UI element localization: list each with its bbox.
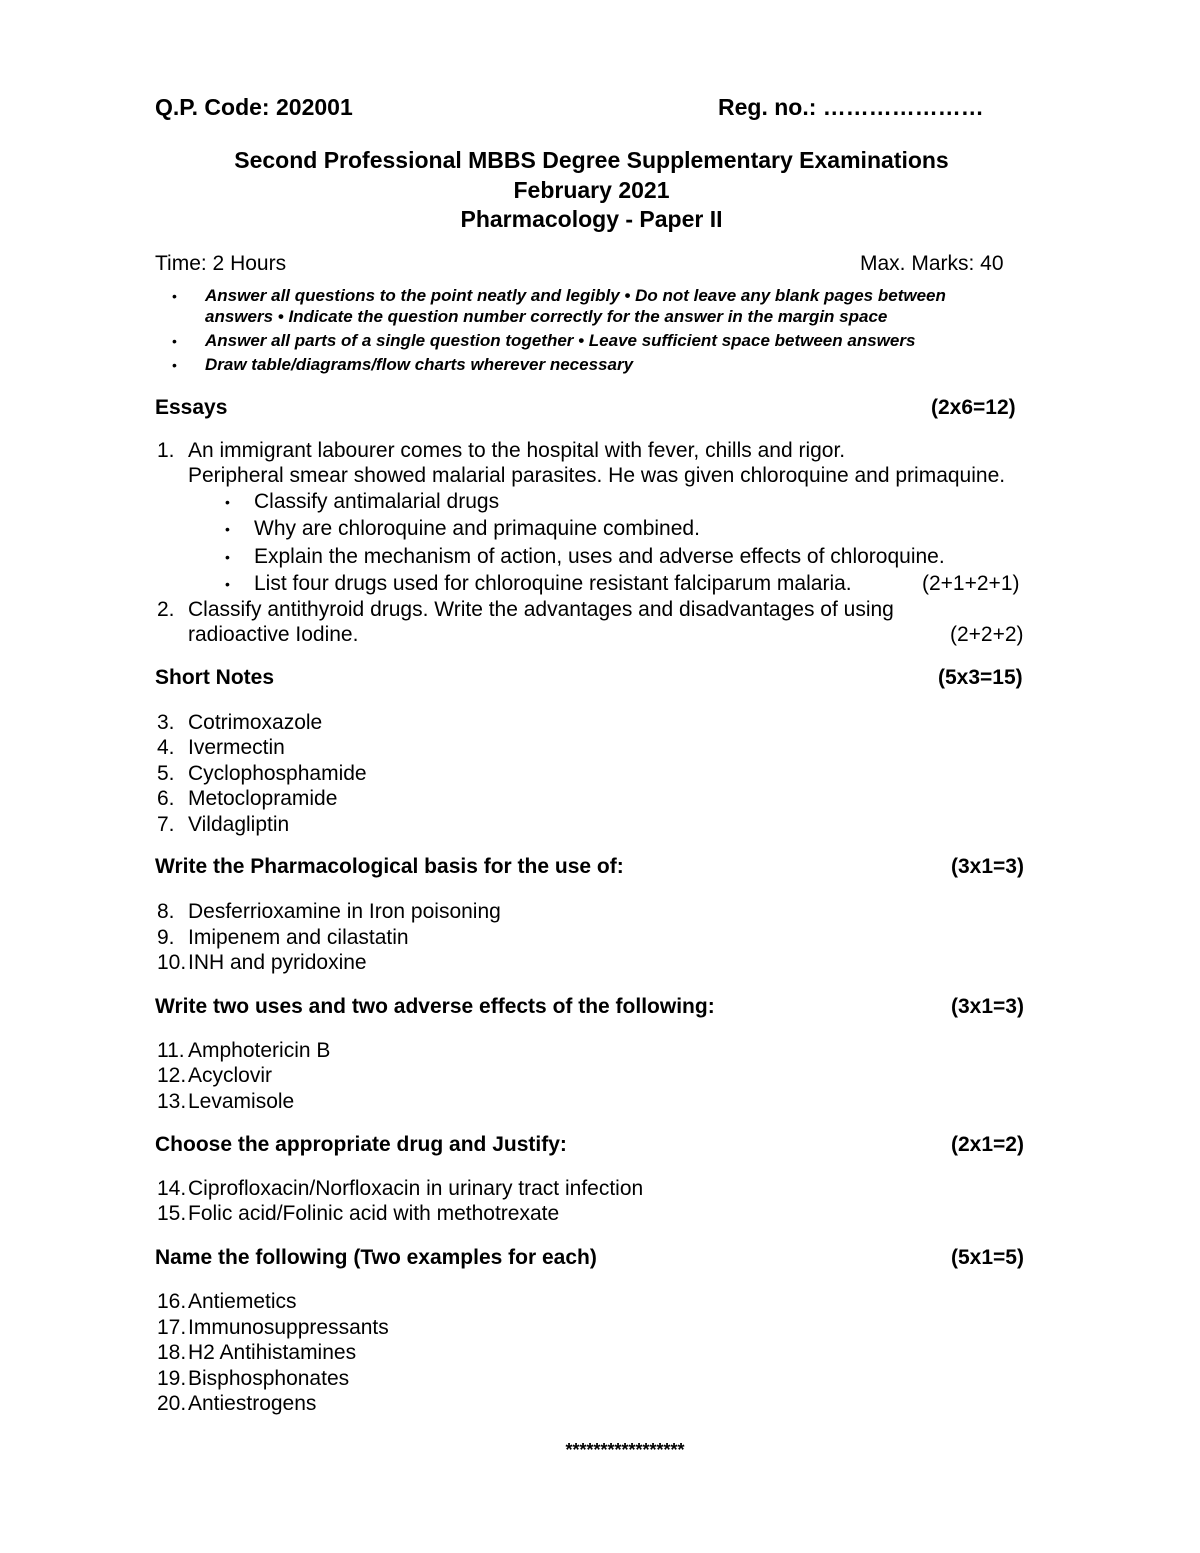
- question-text: Ivermectin: [188, 736, 285, 759]
- question-number: 11.: [157, 1039, 185, 1062]
- bullet-icon: •: [225, 494, 230, 510]
- exam-date: February 2021: [513, 177, 670, 203]
- question-text: Classify antithyroid drugs. Write the advantages and disadvantages of using: [188, 598, 894, 621]
- question-text: Imipenem and cilastatin: [188, 926, 409, 949]
- question-number: 15.: [157, 1202, 187, 1225]
- bullet-icon: •: [172, 357, 177, 373]
- question-number: 3.: [157, 711, 175, 734]
- question-text: H2 Antihistamines: [188, 1341, 357, 1364]
- section-marks: (2x1=2): [951, 1133, 1024, 1156]
- question-part: List four drugs used for chloroquine resistant falciparum malaria.: [254, 572, 852, 595]
- question-text: Immunosuppressants: [188, 1316, 389, 1339]
- instruction-line: Answer all questions to the point neatly and legibly • Do not leave any blank pages between: [205, 286, 946, 305]
- question-number: 17.: [157, 1316, 187, 1339]
- question-number: 19.: [157, 1367, 187, 1390]
- question-number: 13.: [157, 1090, 187, 1113]
- question-number: 18.: [157, 1341, 187, 1364]
- question-text: Cyclophosphamide: [188, 762, 367, 785]
- section-marks: (5x1=5): [951, 1246, 1024, 1269]
- instruction-line: Draw table/diagrams/flow charts wherever necessary: [205, 355, 634, 374]
- question-text: radioactive Iodine.: [188, 623, 359, 646]
- question-number: 7.: [157, 813, 175, 836]
- section-marks: (5x3=15): [938, 666, 1023, 689]
- section-heading-name-following: Name the following (Two examples for each): [155, 1246, 597, 1269]
- question-text: Desferrioxamine in Iron poisoning: [188, 900, 501, 923]
- question-number: 4.: [157, 736, 175, 759]
- question-part: Classify antimalarial drugs: [254, 490, 500, 513]
- bullet-icon: •: [225, 521, 230, 537]
- section-marks: (2x6=12): [931, 396, 1016, 419]
- exam-title: Second Professional MBBS Degree Supplementary Examinations: [234, 147, 949, 173]
- question-part: Why are chloroquine and primaquine combined.: [254, 517, 700, 540]
- question-number: 2.: [157, 598, 175, 621]
- question-number: 5.: [157, 762, 175, 785]
- question-part: Explain the mechanism of action, uses and adverse effects of chloroquine.: [254, 545, 945, 568]
- question-text: INH and pyridoxine: [188, 951, 367, 974]
- question-number: 16.: [157, 1290, 187, 1313]
- reg-no: Reg. no.: …………………: [718, 94, 984, 120]
- question-marks: (2+1+2+1): [922, 572, 1020, 595]
- question-text: Levamisole: [188, 1090, 295, 1113]
- section-marks: (3x1=3): [951, 855, 1024, 878]
- question-text: Folic acid/Folinic acid with methotrexate: [188, 1202, 560, 1225]
- question-text: Metoclopramide: [188, 787, 338, 810]
- paper-title: Pharmacology - Paper II: [460, 206, 723, 232]
- section-heading-pharm-basis: Write the Pharmacological basis for the use of:: [155, 855, 624, 878]
- bullet-icon: •: [172, 288, 177, 304]
- question-text: Cotrimoxazole: [188, 711, 323, 734]
- question-number: 9.: [157, 926, 175, 949]
- instruction-line: Answer all parts of a single question together • Leave sufficient space between answers: [205, 331, 916, 350]
- section-heading-choose-drug: Choose the appropriate drug and Justify:: [155, 1133, 567, 1156]
- question-text: Acyclovir: [188, 1064, 273, 1087]
- question-number: 8.: [157, 900, 175, 923]
- question-number: 12.: [157, 1064, 187, 1087]
- section-heading-essays: Essays: [155, 396, 228, 419]
- section-heading-short-notes: Short Notes: [155, 666, 275, 689]
- bullet-icon: •: [172, 333, 177, 349]
- question-text: Ciprofloxacin/Norfloxacin in urinary tract infection: [188, 1177, 644, 1200]
- question-number: 14.: [157, 1177, 187, 1200]
- section-heading-uses-adverse: Write two uses and two adverse effects of the following:: [155, 995, 715, 1018]
- question-marks: (2+2+2): [950, 623, 1024, 646]
- question-text: An immigrant labourer comes to the hospital with fever, chills and rigor.: [188, 439, 846, 462]
- question-number: 20.: [157, 1392, 187, 1415]
- question-text: Antiestrogens: [188, 1392, 317, 1415]
- question-text: Peripheral smear showed malarial parasites. He was given chloroquine and primaquine.: [188, 464, 1006, 487]
- instruction-line: answers • Indicate the question number correctly for the answer in the margin space: [205, 307, 888, 326]
- section-marks: (3x1=3): [951, 995, 1024, 1018]
- question-number: 10.: [157, 951, 187, 974]
- question-text: Bisphosphonates: [188, 1367, 350, 1390]
- question-text: Vildagliptin: [188, 813, 290, 836]
- qp-code: Q.P. Code: 202001: [155, 94, 353, 120]
- bullet-icon: •: [225, 549, 230, 565]
- question-number: 1.: [157, 439, 175, 462]
- question-text: Antiemetics: [188, 1290, 297, 1313]
- max-marks: Max. Marks: 40: [860, 252, 1004, 275]
- question-number: 6.: [157, 787, 175, 810]
- exam-time: Time: 2 Hours: [155, 252, 287, 275]
- question-text: Amphotericin B: [188, 1039, 331, 1062]
- bullet-icon: •: [225, 576, 230, 592]
- end-marker: *****************: [565, 1440, 685, 1460]
